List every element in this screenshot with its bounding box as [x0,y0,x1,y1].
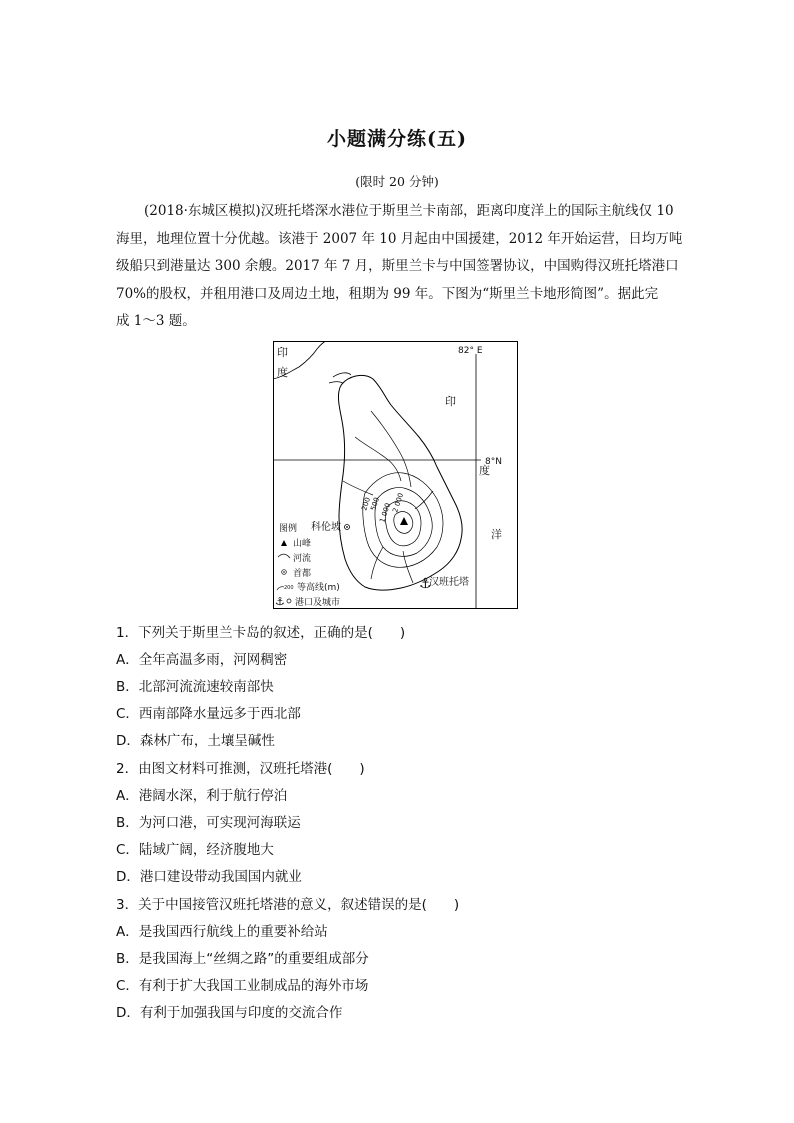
legend-contour-value: 200 [284,585,294,591]
intro-line-2: 海里，地理位置十分优越。该港于 2007 年 10 月起由中国援建，2012 年开始运营，日均万吨 [116,230,683,247]
legend-peak-label: 山峰 [293,539,312,549]
label-india-2: 度 [277,366,288,379]
intro-paragraph [116,198,682,336]
legend-capital-label: 首都 [293,569,312,579]
sri-lanka-terrain-map [273,341,518,609]
legend-title: 图例 [279,524,298,534]
time-limit: (限时 20 分钟) [355,174,439,189]
question-3-option-b: B．是我国海上“丝绸之路”的重要组成部分 [116,951,369,967]
question-3-option-c: C．有利于扩大我国工业制成品的海外市场 [116,978,369,994]
question-3-option-a: A．是我国西行航线上的重要补给站 [116,924,328,940]
question-3-stem: 3．关于中国接管汉班托塔港的意义，叙述错误的是( ) [116,897,460,913]
question-2-option-d: D．港口建设带动我国国内就业 [116,869,302,885]
contour-label-500: 500 [369,496,382,512]
label-india-1: 印 [277,346,288,359]
capital-label: 科伦坡 [311,522,341,533]
label-ocean-2: 度 [479,464,490,477]
contour-label-200: 200 [360,496,373,512]
legend-port-icon: ⚓ [275,595,285,608]
question-1-option-c: C．西南部降水量远多于西北部 [116,706,301,722]
question-1-option-d: D．森林广布，土壤呈碱性 [116,733,275,749]
question-2-option-c: C．陆域广阔，经济腹地大 [116,842,274,858]
port-label: 汉班托塔 [429,577,469,588]
question-2-stem: 2．由图文材料可推测，汉班托塔港( ) [116,761,365,777]
question-1-option-a: A．全年高温多雨，河网稠密 [116,652,288,668]
intro-line-5: 成 1～3 题。 [116,313,196,329]
question-2-option-a: A．港阔水深，利于航行停泊 [116,788,288,804]
longitude-label: 82° E [458,346,483,356]
intro-line-1: (2018·东城区模拟)汉班托塔深水港位于斯里兰卡南部，距离印度洋上的国际主航线仅 10 [144,203,674,219]
legend-port-label: 港口及城市 [295,598,341,608]
label-ocean-3: 洋 [491,528,502,541]
port-anchor-icon: ⚓ [419,576,432,592]
legend-contour-label: 等高线(m) [297,583,340,593]
legend-river-label: 河流 [293,554,312,564]
contour-label-1000: 1 000 [378,502,393,524]
intro-line-3: 级船只到港量达 300 余艘。2017 年 7 月，斯里兰卡与中国签署协议，中国购得汉班托塔港口 [116,258,679,274]
question-1-stem: 1．下列关于斯里兰卡岛的叙述，正确的是( ) [116,625,406,641]
page-title: 小题满分练(五) [327,128,467,150]
label-ocean-1: 印 [445,395,456,408]
question-3-option-d: D．有利于加强我国与印度的交流合作 [116,1005,343,1021]
contour-label-2000: 2 000 [391,492,406,514]
latitude-label: 8°N [485,457,502,467]
question-2-option-b: B．为河口港，可实现河海联运 [116,815,301,831]
intro-line-4: 70%的股权，并租用港口及周边土地，租期为 99 年。下图为“斯里兰卡地形简图”。据此完 [116,285,659,302]
question-1-option-b: B．北部河流流速较南部快 [116,679,274,695]
